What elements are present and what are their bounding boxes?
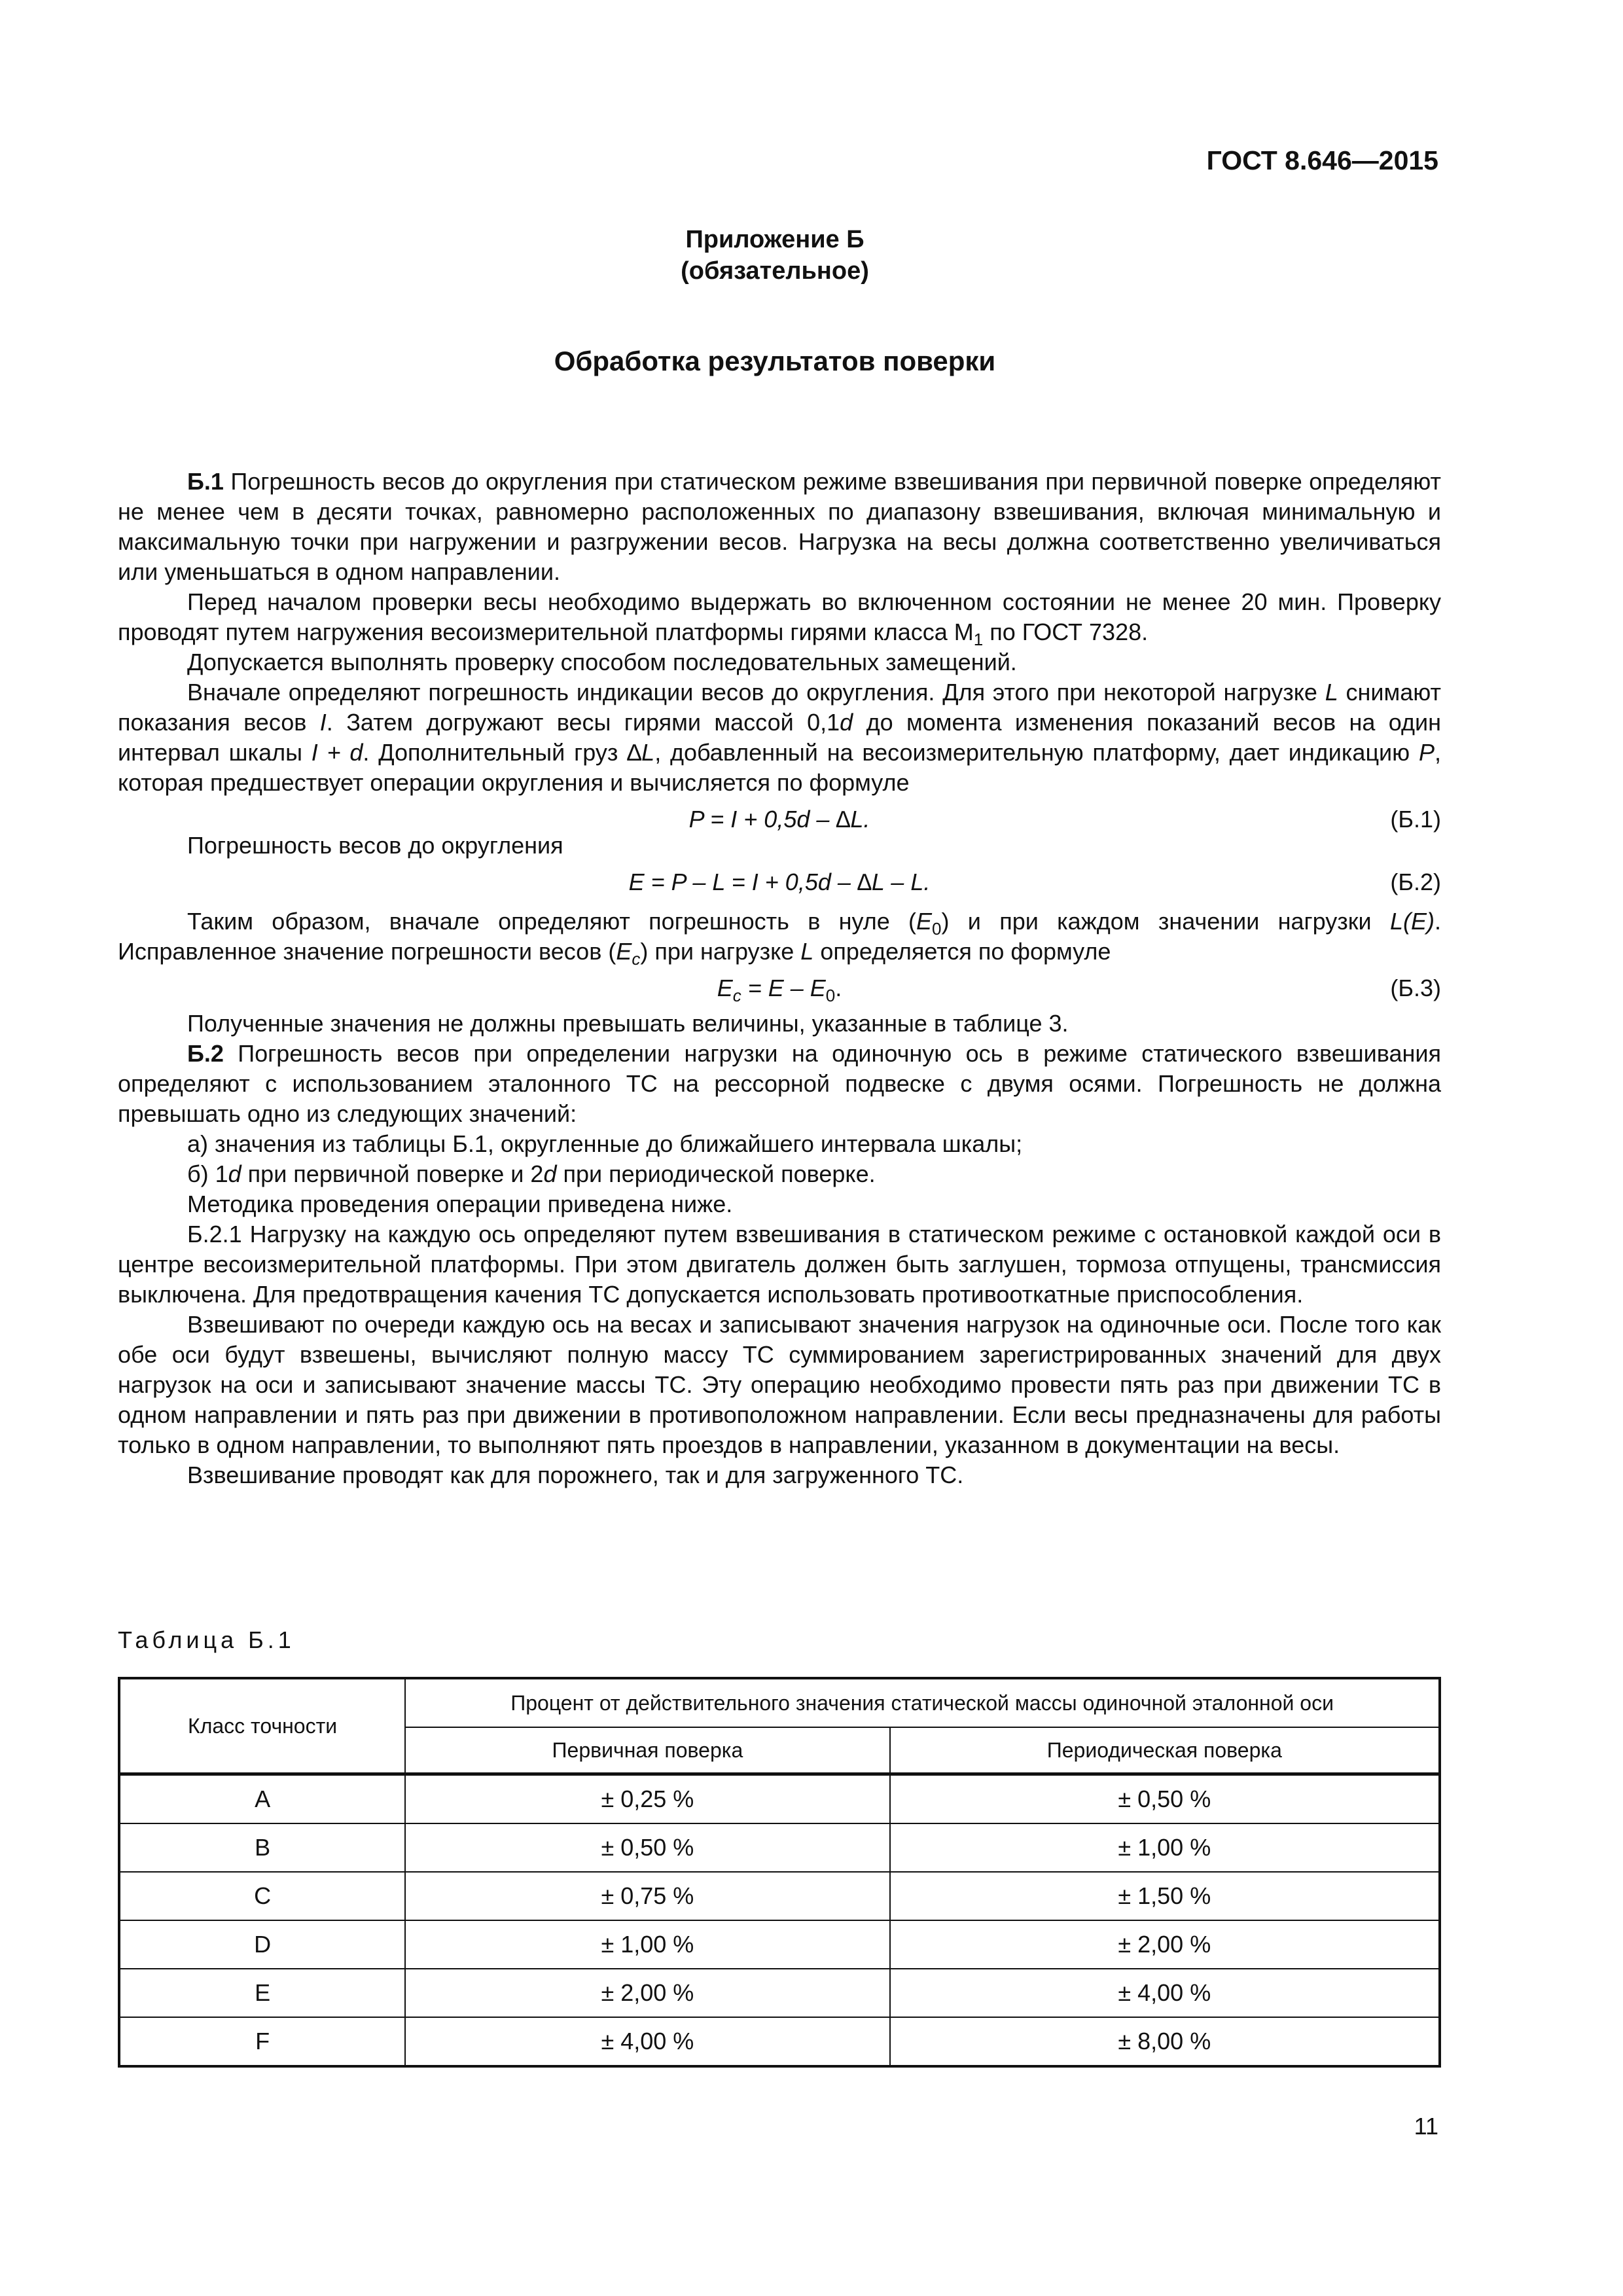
table-caption: Таблица Б.1: [118, 1626, 295, 1653]
cell-periodic: ± 1,00 %: [890, 1823, 1440, 1872]
formula-expression: E = P – L = I + 0,5d – ∆L – L.: [628, 869, 931, 895]
table-row: [119, 1969, 1440, 2017]
paragraph: Перед началом проверки весы необходимо выдержать во включенном состоянии не менее 20 мин. Проверку проводят путем нагружения весоизмерительной платформы гирями класса $М_1$ по ГОСТ 7328.: [118, 588, 1441, 649]
formula-number: (Б.3): [1390, 975, 1441, 1001]
cell-primary: ± 0,75 %: [405, 1872, 889, 1920]
clause-number: Б.1: [187, 468, 224, 495]
header-class: Класс точности: [119, 1678, 405, 1774]
appendix-status: (обязательное): [681, 257, 869, 285]
header-group: Процент от действительного значения статической массы одиночной эталонной оси: [405, 1678, 1440, 1727]
cell-class: E: [119, 1969, 405, 2017]
formula-b1: [118, 803, 1441, 836]
cell-periodic: ± 0,50 %: [890, 1774, 1440, 1824]
clause-number: Б.2: [187, 1040, 224, 1067]
table-row: [119, 1872, 1440, 1920]
formula-b3: [118, 972, 1441, 1005]
cell-periodic: ± 4,00 %: [890, 1969, 1440, 2017]
formula-b2: [118, 866, 1441, 899]
cell-class: B: [119, 1823, 405, 1872]
paragraph: Взвешивают по очереди каждую ось на весах и записывают значения нагрузок на одиночные оси. После того как обе оси будут взвешены, вычисляют полную массу ТС суммированием зарегистрированных значений для двух нагрузок на оси и записывают значение массы ТС. Эту операцию необходимо провести пять раз при движении ТС в одном направлении и пять раз при движении в противоположном направлении. Если весы предназначены для работы только в одном направлении, то выполняют пять проездов в направлении, указанном в документации на весы.: [118, 1311, 1441, 1458]
formula-number: (Б.2): [1390, 869, 1441, 895]
cell-periodic: ± 2,00 %: [890, 1920, 1440, 1969]
paragraph: Полученные значения не должны превышать величины, указанные в таблице 3.: [187, 1010, 1069, 1037]
accuracy-table: [118, 1677, 1441, 2068]
formula-expression: $E_c = E - E_0$.: [717, 975, 842, 1005]
paragraph: Взвешивание проводят как для порожнего, так и для загруженного ТС.: [187, 1462, 964, 1488]
table-row: [119, 1920, 1440, 1969]
page-number: 11: [1414, 2113, 1438, 2140]
appendix-name: Приложение Б: [685, 226, 865, 253]
cell-primary: ± 2,00 %: [405, 1969, 889, 2017]
table-row: [119, 2017, 1440, 2066]
paragraph-b2: Б.2 Погрешность весов при определении нагрузки на одиночную ось в режиме статического взвешивания определяют с использованием эталонного ТС на рессорной подвеске с двумя осями. Погрешность не должна превышать одно из следующих значений:: [118, 1040, 1441, 1127]
document-body: [118, 467, 1441, 1490]
list-item: б) 1d при первичной поверке и 2d при периодической поверке.: [187, 1160, 876, 1187]
cell-primary: ± 4,00 %: [405, 2017, 889, 2066]
table-row: [119, 1774, 1440, 1824]
formula-number: (Б.1): [1390, 806, 1441, 833]
cell-primary: ± 1,00 %: [405, 1920, 889, 1969]
paragraph: Б.2.1 Нагрузку на каждую ось определяют путем взвешивания в статическом режиме с остановкой каждой оси в центре весоизмерительной платформы. При этом двигатель должен быть заглушен, тормоза отпущены, трансмиссия выключена. Для предотвращения качения ТС допускается использовать противооткатные приспособления.: [118, 1221, 1441, 1308]
paragraph: Вначале определяют погрешность индикации весов до округления. Для этого при некоторой нагрузке L снимают показания весов I. Затем догружают весы гирями массой 0,1d до момента изменения показаний весов на один интервал шкалы I + d. Дополнительный груз ∆L, добавленный на весоизмерительную платформу, дает индикацию P, которая предшествует операции округления и вычисляется по формуле: [118, 679, 1441, 796]
cell-primary: ± 0,25 %: [405, 1774, 889, 1824]
paragraph: Методика проведения операции приведена ниже.: [187, 1191, 733, 1217]
cell-primary: ± 0,50 %: [405, 1823, 889, 1872]
cell-class: C: [119, 1872, 405, 1920]
header-primary: Первичная поверка: [405, 1727, 889, 1774]
header-periodic: Периодическая поверка: [890, 1727, 1440, 1774]
table-row: [119, 1823, 1440, 1872]
paragraph: Погрешность весов до округления: [187, 832, 563, 859]
list-item: а) значения из таблицы Б.1, округленные до ближайшего интервала шкалы;: [187, 1130, 1023, 1157]
cell-periodic: ± 8,00 %: [890, 2017, 1440, 2066]
formula-expression: P = I + 0,5d – ∆L.: [688, 806, 870, 833]
paragraph: Допускается выполнять проверку способом последовательных замещений.: [187, 649, 1017, 675]
cell-class: A: [119, 1774, 405, 1824]
paragraph-b1: Б.1 Погрешность весов до округления при статическом режиме взвешивания при первичной поверке определяют не менее чем в десяти точках, равномерно расположенных по диапазону взвешивания, включая минимальную и максимальную точки при нагружении и разгружении весов. Нагрузка на весы должна соответственно увеличиваться или уменьшаться в одном направлении.: [118, 468, 1441, 585]
paragraph: Таким образом, вначале определяют погрешность в нуле $(E_0)$ и при каждом значении нагрузки L(E). Исправленное значение погрешности весов $(E_c)$ при нагрузке L определяется по формуле: [118, 908, 1441, 969]
section-title: Обработка результатов поверки: [554, 346, 996, 376]
cell-class: F: [119, 2017, 405, 2066]
document-code: ГОСТ 8.646—2015: [1206, 145, 1438, 175]
cell-class: D: [119, 1920, 405, 1969]
cell-periodic: ± 1,50 %: [890, 1872, 1440, 1920]
